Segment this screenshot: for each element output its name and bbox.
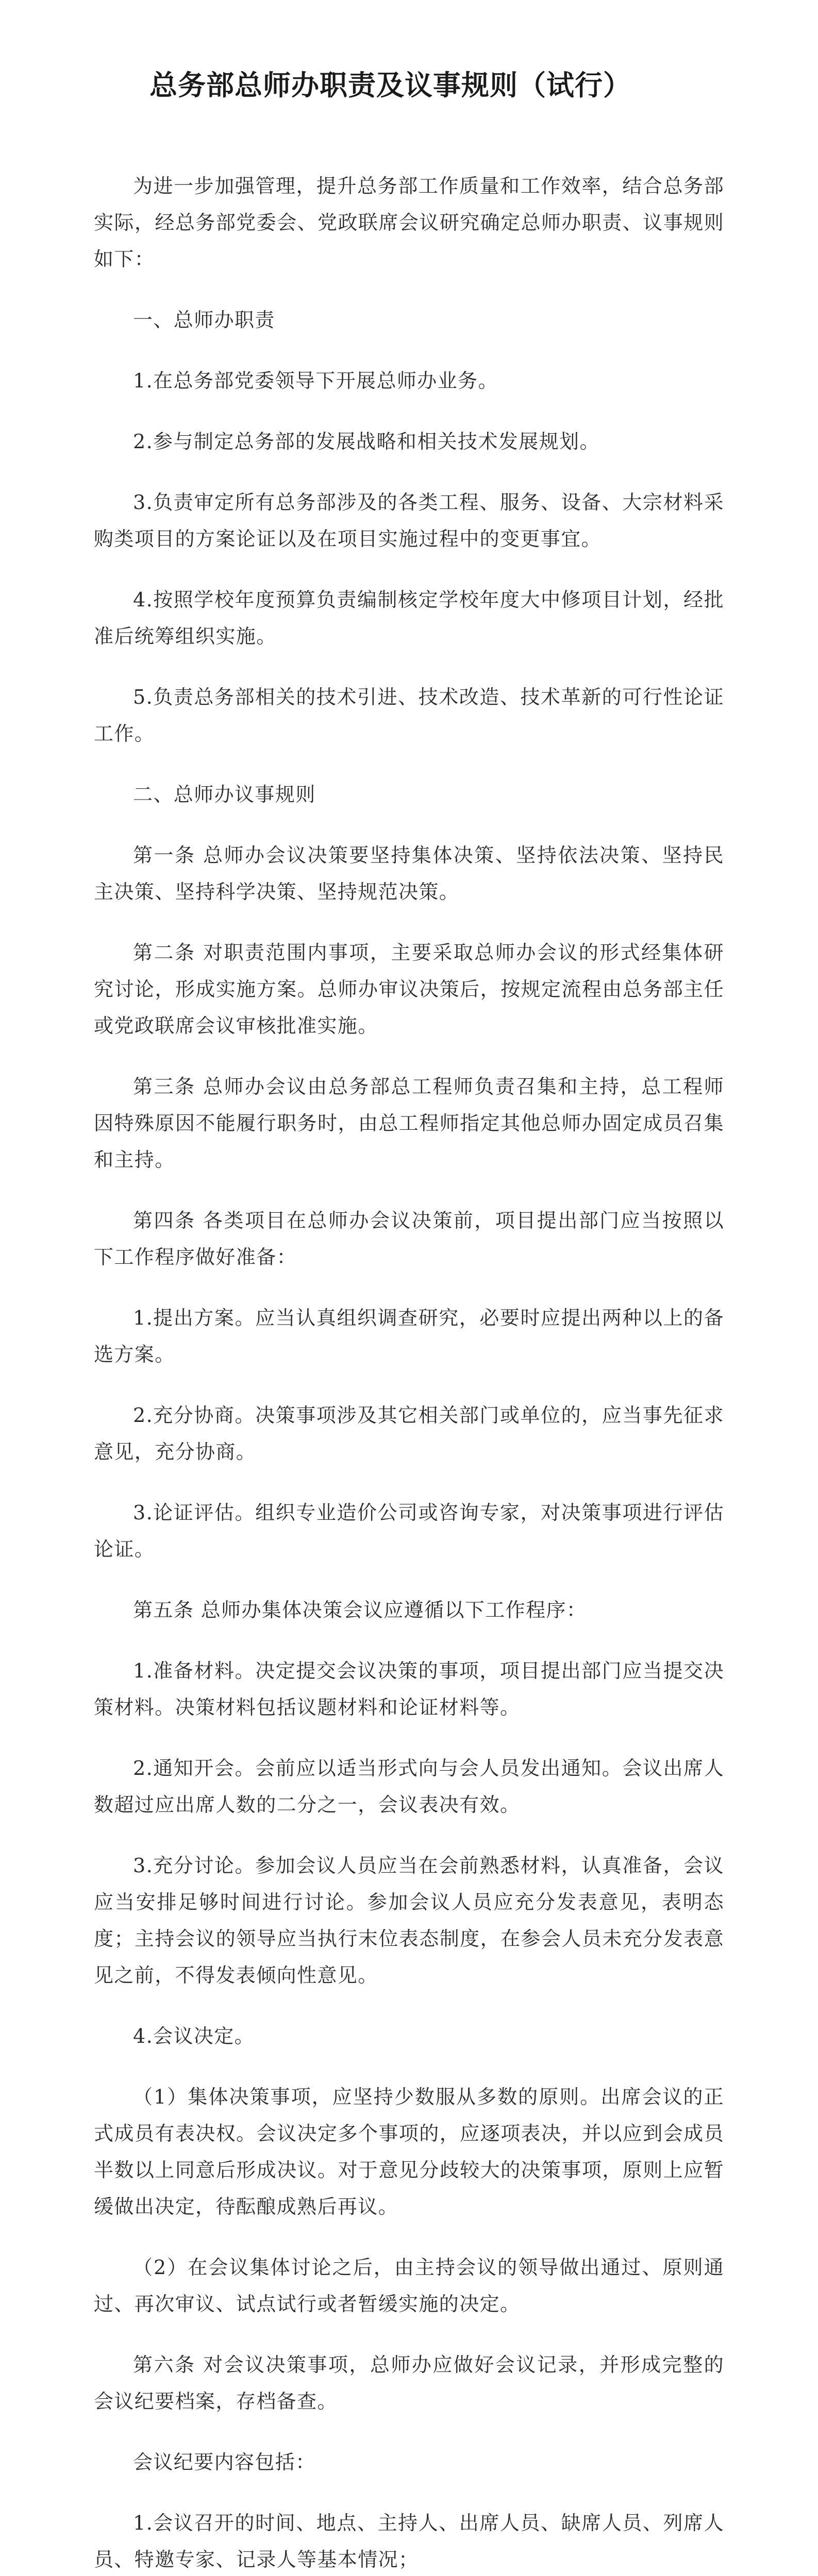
article-5-step-3: 3.充分讨论。参加会议人员应当在会前熟悉材料，认真准备，会议应当安排足够时间进行讨论。参加会议人员应充分发表意见，表明态度；主持会议的领导应当执行末位表态制度，在参会人员未充分发表意见之前，不得发表倾向性意见。	[94, 1854, 724, 1987]
rule-article-2: 第二条 对职责范围内事项，主要采取总师办会议的形式经集体研究讨论，形成实施方案。总师办审议决策后，按规定流程由总务部主任或党政联席会议审核批准实施。	[94, 941, 724, 1037]
duty-item-3: 3.负责审定所有总务部涉及的各类工程、服务、设备、大宗材料采购类项目的方案论证以及在项目实施过程中的变更事宜。	[94, 491, 724, 550]
article-5-step-2: 2.通知开会。会前应以适当形式向与会人员发出通知。会议出席人数超过应出席人数的二分之一，会议表决有效。	[94, 1757, 724, 1816]
article-4-step-3: 3.论证评估。组织专业造价公司或咨询专家，对决策事项进行评估论证。	[94, 1501, 724, 1561]
rule-article-1: 第一条 总师办会议决策要坚持集体决策、坚持依法决策、坚持民主决策、坚持科学决策、坚持规范决策。	[94, 844, 724, 903]
duty-item-2: 2.参与制定总务部的发展战略和相关技术发展规划。	[133, 430, 600, 453]
rule-article-5: 第五条 总师办集体决策会议应遵循以下工作程序：	[133, 1599, 587, 1621]
article-5-step-4: 4.会议决定。	[133, 2025, 255, 2047]
rule-article-3: 第三条 总师办会议由总务部总工程师负责召集和主持，总工程师因特殊原因不能履行职务时，由总工程师指定其他总师办固定成员召集和主持。	[94, 1075, 724, 1171]
section-heading-duties: 一、总师办职责	[133, 309, 275, 331]
minutes-item-1: 1.会议召开的时间、地点、主持人、出席人员、缺席人员、列席人员、特邀专家、记录人等基本情况；	[94, 2512, 724, 2571]
minutes-content-heading: 会议纪要内容包括：	[133, 2451, 316, 2473]
duty-item-1: 1.在总务部党委领导下开展总师办业务。	[133, 369, 498, 392]
section-heading-rules: 二、总师办议事规则	[133, 783, 316, 806]
duty-item-5: 5.负责总务部相关的技术引进、技术改造、技术革新的可行性论证工作。	[94, 686, 724, 745]
article-4-step-1: 1.提出方案。应当认真组织调查研究，必要时应提出两种以上的备选方案。	[94, 1307, 724, 1366]
decision-clause-1: （1）集体决策事项，应坚持少数服从多数的原则。出席会议的正式成员有表决权。会议决定多个事项的，应逐项表决，并以应到会成员半数以上同意后形成决议。对于意见分歧较大的决策事项，原则上应暂缓做出决定，待酝酿成熟后再议。	[94, 2086, 724, 2218]
article-5-step-1: 1.准备材料。决定提交会议决策的事项，项目提出部门应当提交决策材料。决策材料包括议题材料和论证材料等。	[94, 1659, 724, 1719]
document-title: 总务部总师办职责及议事规则（试行）	[149, 69, 631, 101]
rule-article-6: 第六条 对会议决策事项，总师办应做好会议记录，并形成完整的会议纪要档案，存档备查。	[94, 2353, 724, 2413]
article-4-step-2: 2.充分协商。决策事项涉及其它相关部门或单位的，应当事先征求意见，充分协商。	[94, 1404, 724, 1463]
paragraph-intro: 为进一步加强管理，提升总务部工作质量和工作效率，结合总务部实际，经总务部党委会、党政联席会议研究确定总师办职责、议事规则如下：	[94, 175, 724, 270]
rule-article-4: 第四条 各类项目在总师办会议决策前，项目提出部门应当按照以下工作程序做好准备：	[94, 1209, 724, 1268]
duty-item-4: 4.按照学校年度预算负责编制核定学校年度大中修项目计划，经批准后统筹组织实施。	[94, 588, 724, 648]
decision-clause-2: （2）在会议集体讨论之后，由主持会议的领导做出通过、原则通过、再次审议、试点试行或者暂缓实施的决定。	[94, 2256, 724, 2315]
